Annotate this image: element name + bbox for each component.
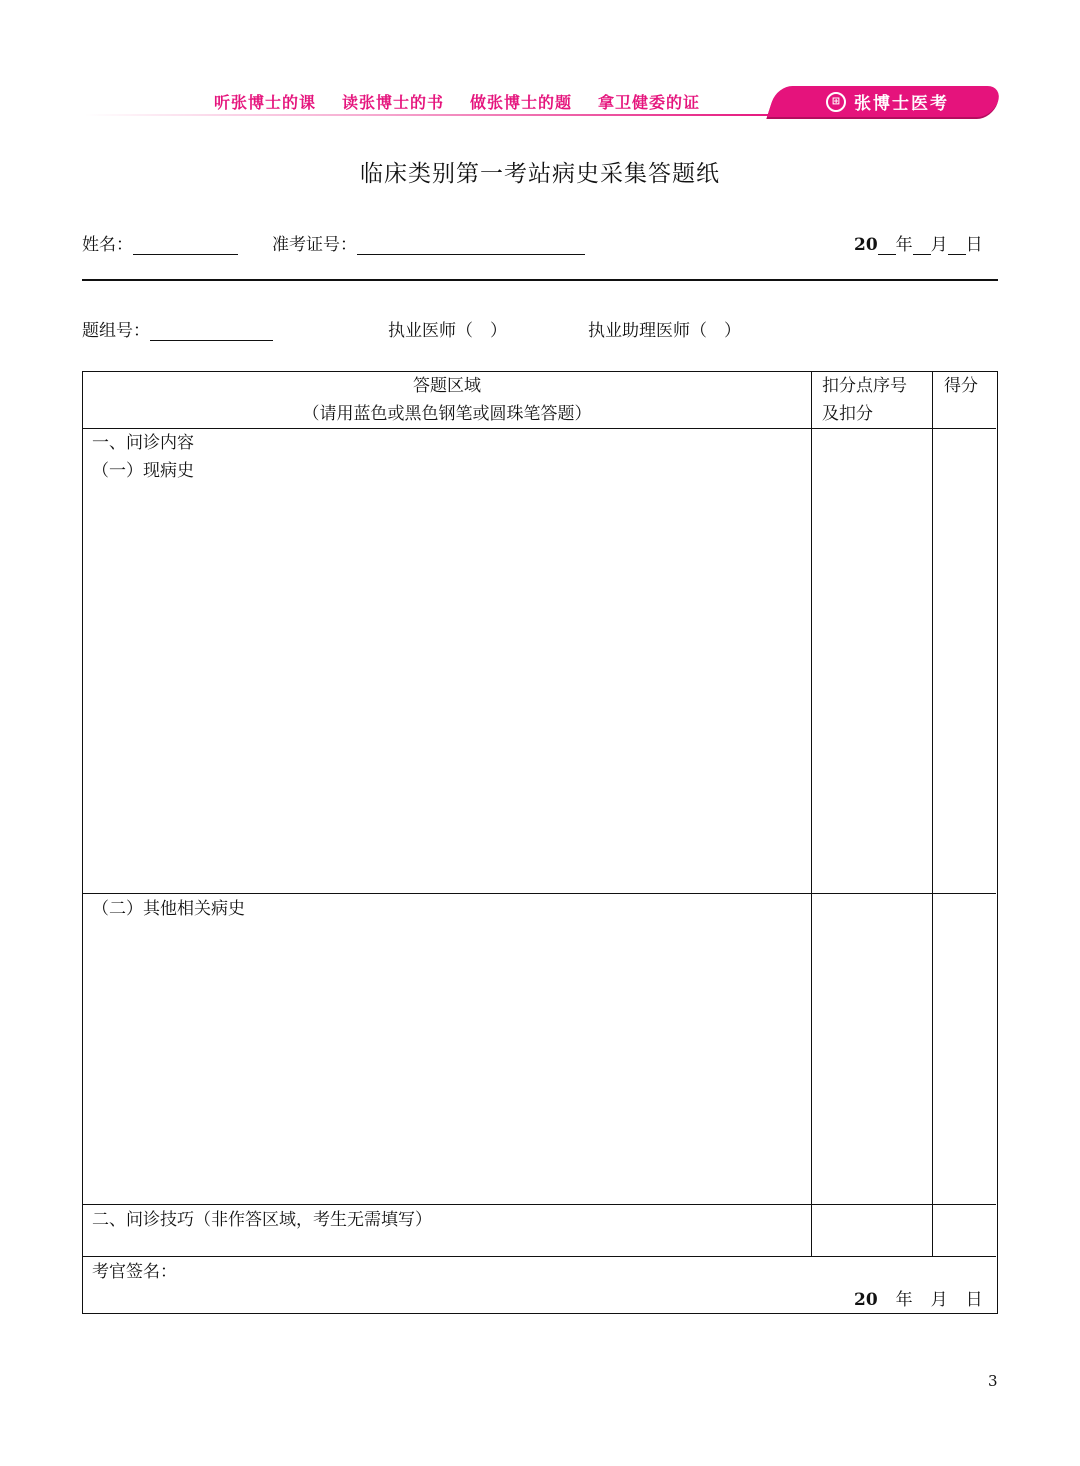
name-label: 姓名： bbox=[82, 235, 133, 255]
present-illness-score-cell[interactable] bbox=[934, 430, 994, 891]
header-answer-area: 答题区域 bbox=[413, 376, 481, 396]
name-blank[interactable] bbox=[133, 236, 238, 255]
answer-table bbox=[82, 371, 998, 1314]
skills-deduction-cell[interactable] bbox=[813, 1206, 930, 1254]
row-divider-sub2 bbox=[83, 893, 996, 894]
brand-logo-icon: ⊞ bbox=[826, 92, 846, 112]
page-number: 3 bbox=[988, 1372, 998, 1390]
other-history-answer-area[interactable] bbox=[85, 924, 809, 1202]
header-gradient-line bbox=[84, 114, 784, 116]
header-date[interactable]: 20 年 月 日 bbox=[854, 235, 983, 255]
brand-logo bbox=[826, 86, 949, 117]
exam-id-field[interactable] bbox=[272, 230, 585, 255]
brand-name: 张博士医考 bbox=[854, 94, 949, 114]
row-divider-header bbox=[83, 428, 996, 429]
present-illness-deduction-cell[interactable] bbox=[813, 430, 930, 891]
exam-id-label: 准考证号： bbox=[272, 235, 357, 255]
candidate-info-row bbox=[82, 230, 998, 260]
section2-title: 二、问诊技巧（非作答区域，考生无需填写） bbox=[92, 1210, 432, 1230]
present-illness-answer-area[interactable] bbox=[85, 486, 809, 891]
slogan-4: 拿卫健委的证 bbox=[598, 93, 701, 112]
header-divider bbox=[82, 279, 998, 281]
col-divider-1 bbox=[811, 372, 812, 1256]
exam-id-blank[interactable] bbox=[357, 236, 585, 255]
assistant-doctor-option[interactable]: 执业助理医师（ ） bbox=[588, 321, 741, 341]
slogan-1: 听张博士的课 bbox=[214, 93, 317, 112]
group-number-blank[interactable] bbox=[150, 322, 273, 341]
col-divider-2 bbox=[932, 372, 933, 1256]
group-number-label: 题组号： bbox=[82, 321, 150, 341]
footer-date[interactable]: 20 年 月 日 bbox=[854, 1286, 983, 1314]
row-divider-examiner bbox=[83, 1256, 996, 1257]
group-number-field[interactable] bbox=[82, 316, 273, 341]
name-field[interactable] bbox=[82, 230, 238, 255]
header-score: 得分 bbox=[944, 376, 978, 396]
header-answer-note: （请用蓝色或黑色钢笔或圆珠笔答题） bbox=[302, 404, 592, 424]
other-history-score-cell[interactable] bbox=[934, 895, 994, 1202]
section1-present-illness: （一）现病史 bbox=[92, 461, 194, 481]
row-divider-section2 bbox=[83, 1204, 996, 1205]
doctor-option[interactable]: 执业医师（ ） bbox=[388, 321, 507, 341]
other-history-deduction-cell[interactable] bbox=[813, 895, 930, 1202]
slogan-2: 读张博士的书 bbox=[342, 93, 445, 112]
section1-title: 一、问诊内容 bbox=[92, 433, 194, 453]
slogan-3: 做张博士的题 bbox=[470, 93, 573, 112]
examiner-signature-area[interactable] bbox=[193, 1260, 793, 1286]
header-slogans bbox=[214, 90, 700, 112]
examiner-signature-label: 考官签名： bbox=[92, 1262, 177, 1282]
page-title: 临床类别第一考站病史采集答题纸 bbox=[360, 161, 720, 187]
header-deduction-line2: 及扣分 bbox=[822, 404, 873, 424]
header-deduction-line1: 扣分点序号 bbox=[822, 376, 907, 396]
skills-score-cell[interactable] bbox=[934, 1206, 994, 1254]
section1-other-history: （二）其他相关病史 bbox=[92, 899, 245, 919]
